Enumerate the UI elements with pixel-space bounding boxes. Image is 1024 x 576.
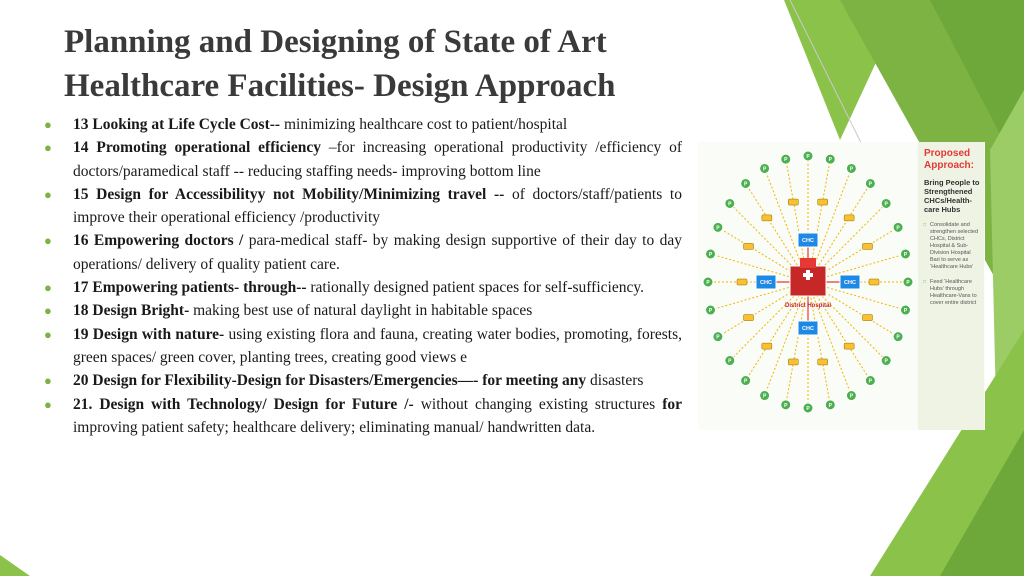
panel-subtitle: Bring People to Strengthened CHCs/Health-care Hubs <box>924 178 980 214</box>
phc-node-label: P <box>728 201 732 208</box>
item-heading: 18 Design Bright- <box>73 302 190 320</box>
phc-node-label: P <box>849 166 854 173</box>
van-icon <box>744 243 754 249</box>
panel-note-1: □ Consolidate and strengthen selected CHCs, District Hospital & Sub-Division Hospital Bari to serve as ‘Healthcare Hubs’ <box>924 222 981 271</box>
item-text: making best use of natural daylight in habitable spaces <box>189 302 533 320</box>
van-icon <box>818 199 828 205</box>
phc-node-label: P <box>762 166 767 173</box>
phc-node-label: P <box>903 308 908 315</box>
hub-spoke-diagram <box>698 142 918 430</box>
item-text: rationally designed patient spaces for self-sufficiency. <box>306 279 644 297</box>
title-line-2: Healthcare Facilities- Design Approach <box>64 68 616 104</box>
list-item <box>44 299 682 322</box>
item-heading: 14 Promoting operational efficiency <box>73 139 321 157</box>
item-text: para-medical staff- by making design supportive of their day to day operations/ delivery of quality patient care. <box>73 232 682 273</box>
item-heading: 15 Design for Accessibilityy not Mobility/Minimizing travel -- <box>73 185 505 203</box>
phc-node-label: P <box>706 280 710 286</box>
phc-node-label: P <box>884 358 888 365</box>
item-text: disasters <box>586 372 644 390</box>
phc-node-label: P <box>896 334 900 341</box>
van-icon <box>869 279 879 285</box>
item-text-2: improving patient safety; healthcare delivery; eliminating manual/ handwritten data. <box>73 418 596 436</box>
bullet-icon: ● <box>44 186 52 202</box>
list-item <box>44 229 682 276</box>
phc-node-label: P <box>896 225 900 232</box>
chc-label: CHC <box>760 280 772 286</box>
chc-label: CHC <box>802 238 814 244</box>
item-text: minimizing healthcare cost to patient/hospital <box>280 116 568 133</box>
item-text: without changing existing structures <box>413 395 663 413</box>
phc-node-label: P <box>784 402 788 409</box>
phc-node-label: P <box>884 201 888 208</box>
phc-node-label: P <box>716 334 720 341</box>
item-heading: 20 Design for Flexibility-Design for Disasters/Emergencies—- for meeting any <box>73 372 587 390</box>
phc-node-label: P <box>716 225 720 232</box>
spoke-line <box>808 282 851 396</box>
panel-note-2: □ Feed ‘Healthcare Hubs’ through Healthcare-Vans to cover entire district <box>924 279 981 307</box>
bullet-icon: ● <box>44 373 52 389</box>
bullet-icon: ● <box>44 326 52 342</box>
van-icon <box>862 315 872 321</box>
phc-node-label: P <box>743 378 748 385</box>
item-text: using existing flora and fauna, creating water bodies, promoting, forests, green spaces/ green cover, planting trees, creating good views e <box>73 325 683 366</box>
item-heading: 13 Looking at Life Cycle Cost-- <box>73 116 281 133</box>
phc-node-label: P <box>708 308 713 315</box>
van-icon <box>737 279 747 285</box>
phc-node-label: P <box>743 181 748 188</box>
spoke-line <box>765 282 808 396</box>
van-icon <box>788 199 798 205</box>
van-icon <box>788 359 798 365</box>
proposed-approach-panel <box>918 142 984 430</box>
bullet-list <box>44 113 682 439</box>
panel-title: Proposed Approach: <box>924 148 974 171</box>
van-icon <box>844 215 854 221</box>
chc-label: CHC <box>802 326 814 332</box>
phc-node-label: P <box>828 157 832 164</box>
bullet-icon: ● <box>44 303 52 319</box>
phc-node-label: P <box>868 378 873 385</box>
van-icon <box>844 343 854 349</box>
list-item <box>44 393 682 440</box>
phc-node-label: P <box>849 393 854 400</box>
list-item <box>44 136 682 183</box>
item-heading: 17 Empowering patients- through-- <box>73 279 307 297</box>
phc-node-label: P <box>784 157 788 164</box>
van-icon <box>862 243 872 249</box>
item-heading-2: for <box>662 395 682 413</box>
list-item <box>44 369 682 392</box>
phc-node-label: P <box>868 181 873 188</box>
van-icon <box>762 215 772 221</box>
item-heading: 16 Empowering doctors / <box>73 232 244 250</box>
list-item <box>44 276 682 299</box>
item-heading: 21. Design with Technology/ Design for Future /- <box>73 395 414 413</box>
item-text: –for increasing operational productivity /efficiency of doctors/paramedical staff -- reducing staffing needs- improving bottom line <box>73 139 682 180</box>
phc-node-label: P <box>906 280 910 286</box>
list-item <box>44 113 682 136</box>
van-icon <box>762 343 772 349</box>
phc-node-label: P <box>708 251 713 258</box>
van-icon <box>744 315 754 321</box>
bullet-icon: ● <box>44 117 52 132</box>
van-icon <box>818 359 828 365</box>
bullet-icon: ● <box>44 396 52 412</box>
phc-node-label: P <box>762 393 767 400</box>
bullet-icon: ● <box>44 140 52 156</box>
chc-label: CHC <box>844 280 856 286</box>
list-item <box>44 183 682 230</box>
bullet-icon: ● <box>44 280 52 296</box>
hub-center-label: District Hospital <box>784 303 832 309</box>
item-heading: 19 Design with nature- <box>73 325 225 343</box>
phc-node-label: P <box>806 154 810 160</box>
page-title <box>64 20 744 108</box>
bottom-left-triangle <box>0 555 30 576</box>
phc-node-label: P <box>728 358 732 365</box>
phc-node-label: P <box>828 402 832 409</box>
list-item <box>44 323 682 370</box>
phc-node-label: P <box>806 406 810 412</box>
phc-node-label: P <box>903 251 908 258</box>
title-line-1: Planning and Designing of State of Art <box>64 24 607 60</box>
bullet-icon: ● <box>44 233 52 249</box>
item-text: of doctors/staff/patients to improve their operational efficiency /productivity <box>73 185 682 227</box>
